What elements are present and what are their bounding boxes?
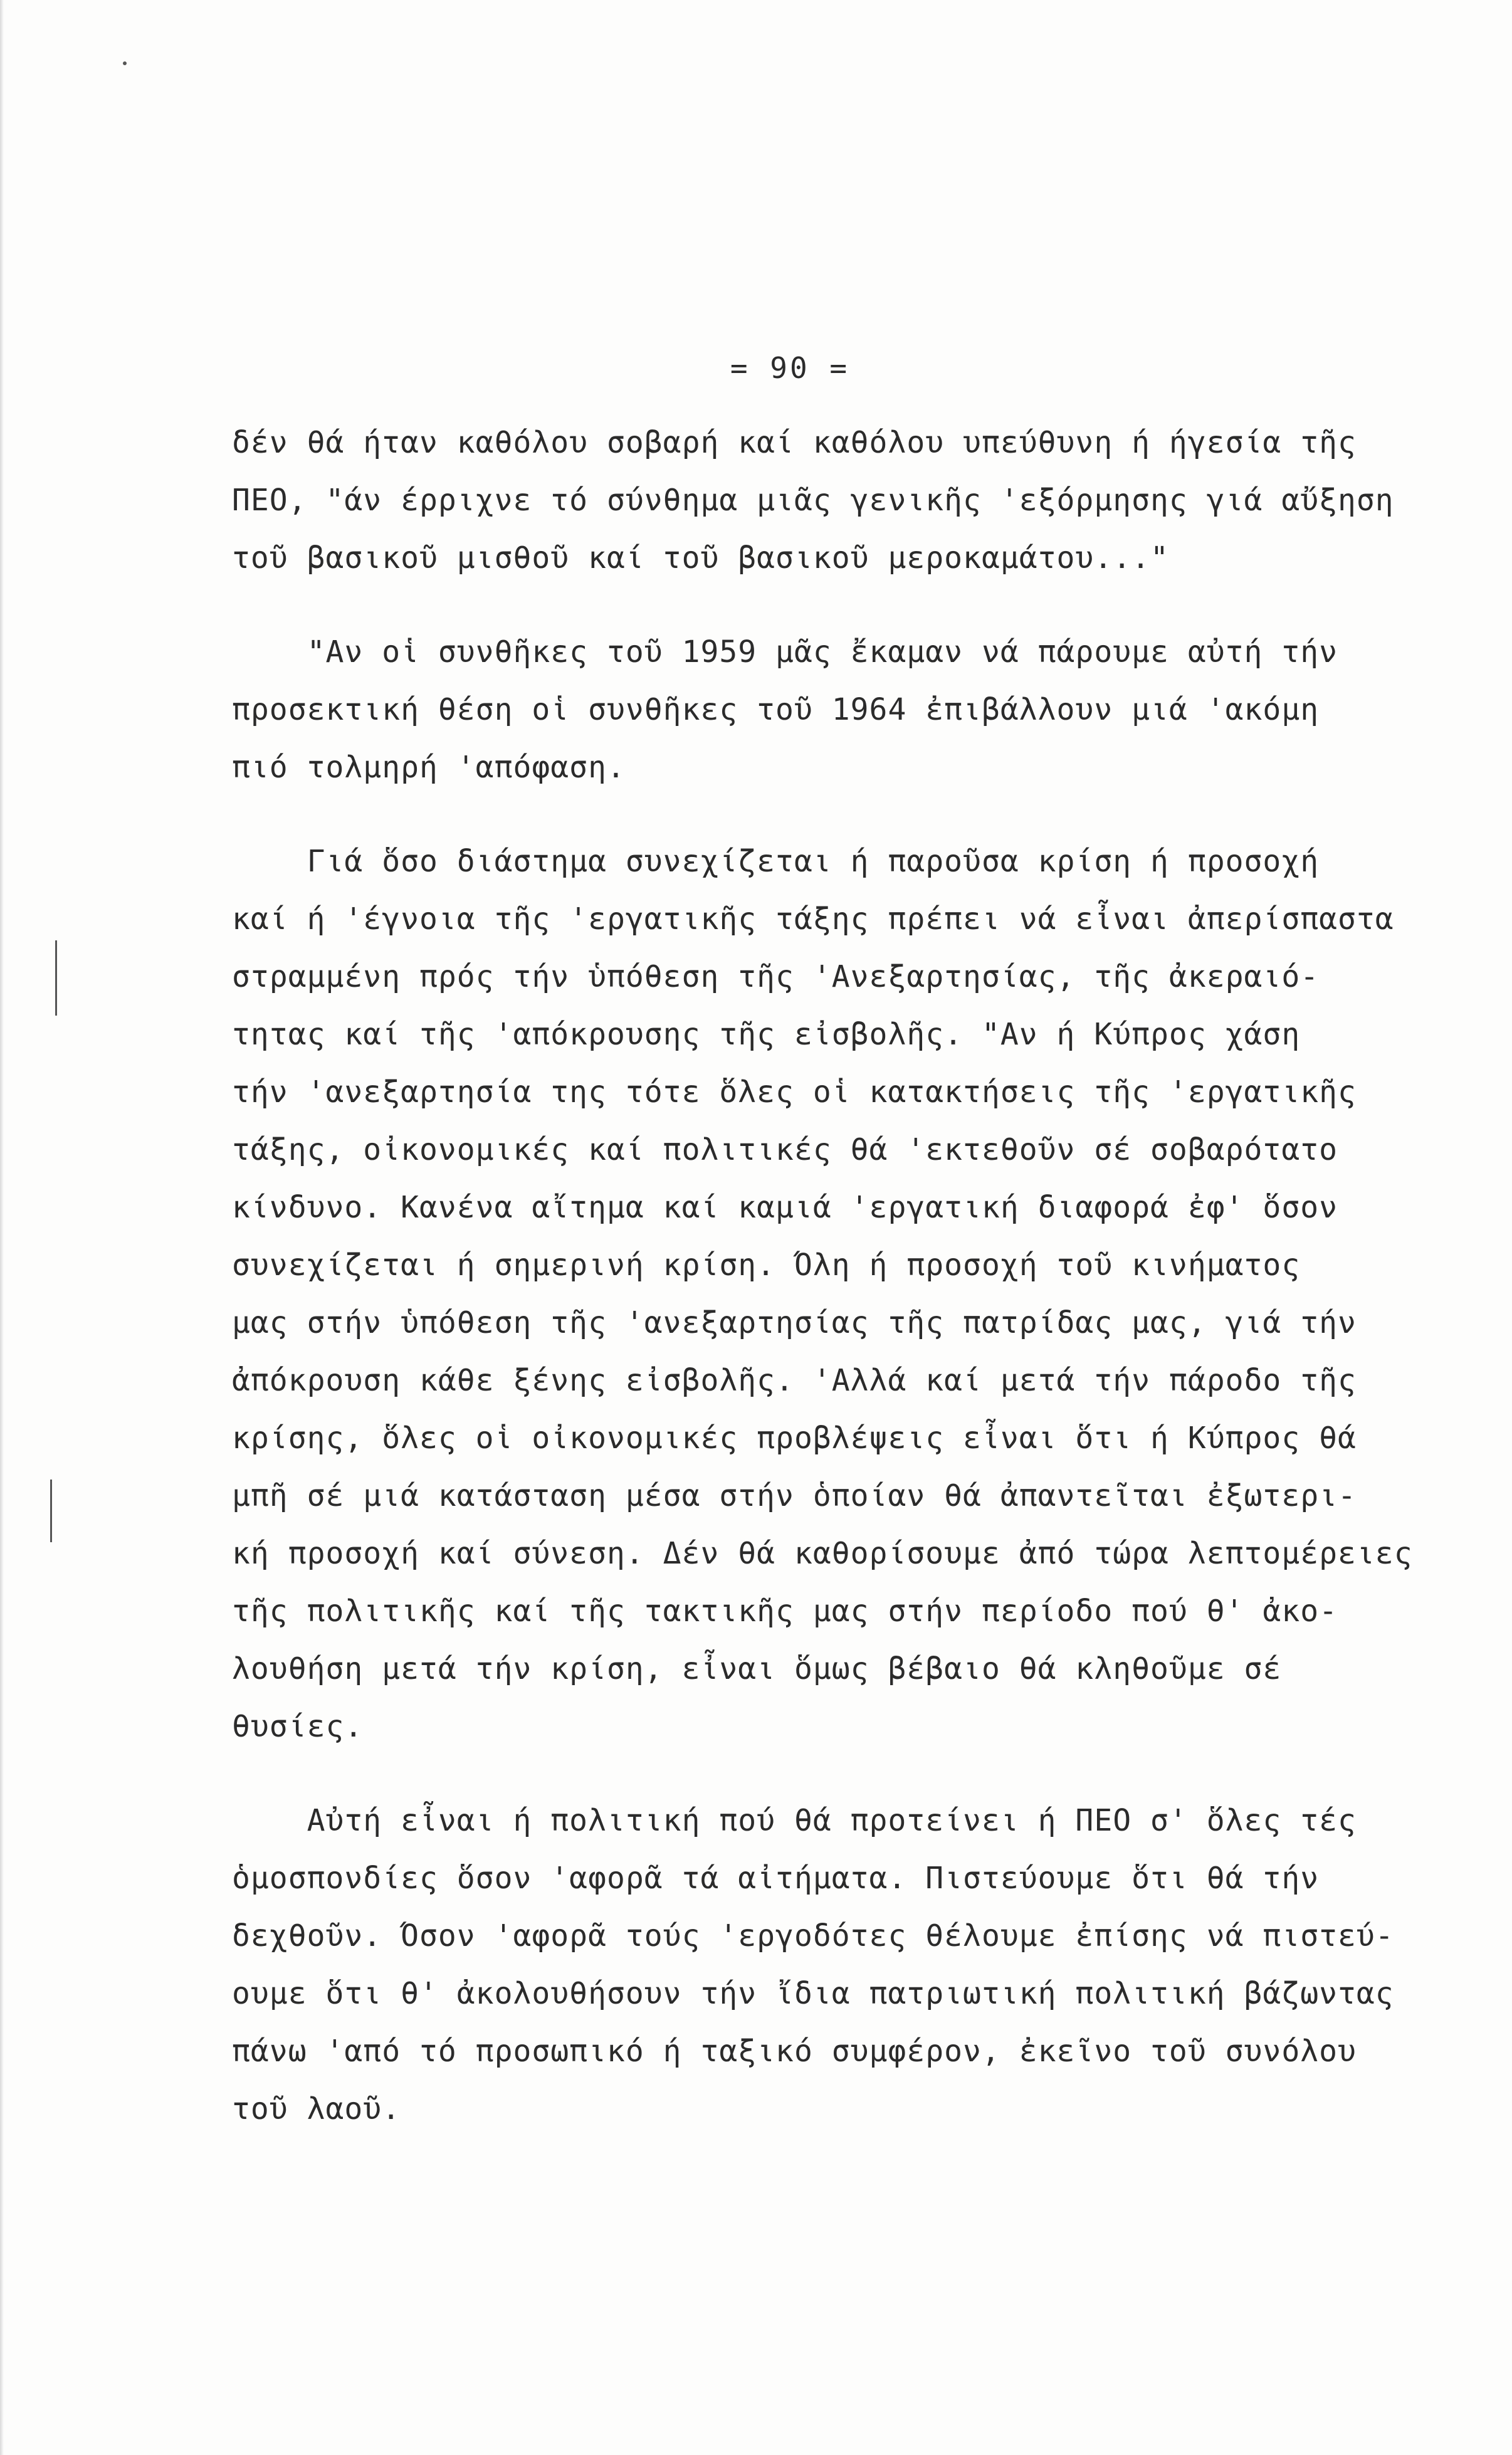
- paragraph: [232, 833, 1448, 1755]
- page-number: = 90 =: [730, 351, 850, 385]
- paragraph-gap: [232, 587, 1448, 623]
- text-line: προσεκτική θέση οἱ συνθῆκες τοῦ 1964 ἐπιβάλλουν μιά 'ακόμη: [232, 692, 1320, 727]
- text-line: πάνω 'από τό προσωπικό ή ταξικό συμφέρον, ἐκεῖνο τοῦ συνόλου: [232, 2034, 1357, 2069]
- text-line: μας στήν ὑπόθεση τῆς 'ανεξαρτησίας τῆς πατρίδας μας, γιά τήν: [232, 1305, 1357, 1340]
- text-line: ουμε ὅτι θ' ἀκολουθήσουν τήν ἴδια πατριωτική πολιτική βάζωντας: [232, 1976, 1394, 2011]
- margin-mark: [123, 61, 127, 65]
- paragraph-gap: [232, 796, 1448, 833]
- text-line: θυσίες.: [232, 1709, 364, 1744]
- text-line: κίνδυνο. Κανένα αἴτημα καί καμιά 'εργατική διαφορά ἐφ' ὅσον: [232, 1190, 1338, 1225]
- text-line: συνεχίζεται ή σημερινή κρίση. Όλη ή προσοχή τοῦ κινήματος: [232, 1248, 1301, 1283]
- text-line: ΠΕΟ, "άν έρριχνε τό σύνθημα μιᾶς γενικῆς 'εξόρμησης γιά αὔξηση: [232, 483, 1394, 518]
- text-line: ὁμοσπονδίες ὅσον 'αφορᾶ τά αἰτήματα. Πιστεύουμε ὅτι θά τήν: [232, 1861, 1320, 1896]
- text-line: κρίσης, ὅλες οἱ οἰκονομικές προβλέψεις εἶναι ὅτι ή Κύπρος θά: [232, 1421, 1357, 1456]
- paragraph: [232, 1792, 1448, 2138]
- text-line: "Αν οἱ συνθῆκες τοῦ 1959 μᾶς ἔκαμαν νά πάρουμε αὐτή τήν: [232, 634, 1338, 670]
- text-line: τοῦ λαοῦ.: [232, 2091, 401, 2126]
- document-body: [232, 414, 1448, 2138]
- text-line: δέν θά ήταν καθόλου σοβαρή καί καθόλου υπεύθυνη ή ήγεσία τῆς: [232, 425, 1357, 460]
- text-line: καί ή 'έγνοια τῆς 'εργατικῆς τάξης πρέπει νά εἶναι ἀπερίσπαστα: [232, 902, 1394, 937]
- text-line: τάξης, οἰκονομικές καί πολιτικές θά 'εκτεθοῦν σέ σοβαρότατο: [232, 1132, 1338, 1167]
- text-line: τοῦ βασικοῦ μισθοῦ καί τοῦ βασικοῦ μεροκαμάτου...": [232, 540, 1169, 576]
- text-line: μπῆ σέ μιά κατάσταση μέσα στήν ὁποίαν θά ἀπαντεῖται ἐξωτερι-: [232, 1478, 1357, 1513]
- text-line: δεχθοῦν. Όσον 'αφορᾶ τούς 'εργοδότες θέλουμε ἐπίσης νά πιστεύ-: [232, 1918, 1394, 1953]
- margin-mark: [55, 940, 57, 1016]
- scan-edge-shadow: [0, 0, 4, 2455]
- text-line: Αὐτή εἶναι ή πολιτική πού θά προτείνει ή ΠΕΟ σ' ὅλες τές: [232, 1803, 1357, 1838]
- paragraph-gap: [232, 1755, 1448, 1792]
- text-line: τήν 'ανεξαρτησία της τότε ὅλες οἱ κατακτήσεις τῆς 'εργατικῆς: [232, 1075, 1357, 1110]
- text-line: πιό τολμηρή 'απόφαση.: [232, 750, 626, 785]
- paragraph: [232, 414, 1448, 587]
- text-line: τητας καί τῆς 'απόκρουσης τῆς εἰσβολῆς. "Αν ή Κύπρος χάση: [232, 1017, 1301, 1052]
- paragraph: [232, 623, 1448, 796]
- text-line: λουθήση μετά τήν κρίση, εἶναι ὅμως βέβαιο θά κληθοῦμε σέ: [232, 1651, 1282, 1686]
- margin-mark: [50, 1480, 52, 1542]
- text-line: στραμμένη πρός τήν ὑπόθεση τῆς 'Ανεξαρτησίας, τῆς ἀκεραιό-: [232, 959, 1320, 994]
- text-line: Γιά ὅσο διάστημα συνεχίζεται ή παροῦσα κρίση ή προσοχή: [232, 844, 1320, 879]
- text-line: κή προσοχή καί σύνεση. Δέν θά καθορίσουμε ἀπό τώρα λεπτομέρειες: [232, 1536, 1413, 1571]
- text-line: ἀπόκρουση κάθε ξένης εἰσβολῆς. 'Αλλά καί μετά τήν πάροδο τῆς: [232, 1363, 1357, 1398]
- text-line: τῆς πολιτικῆς καί τῆς τακτικῆς μας στήν περίοδο πού θ' ἀκο-: [232, 1594, 1338, 1629]
